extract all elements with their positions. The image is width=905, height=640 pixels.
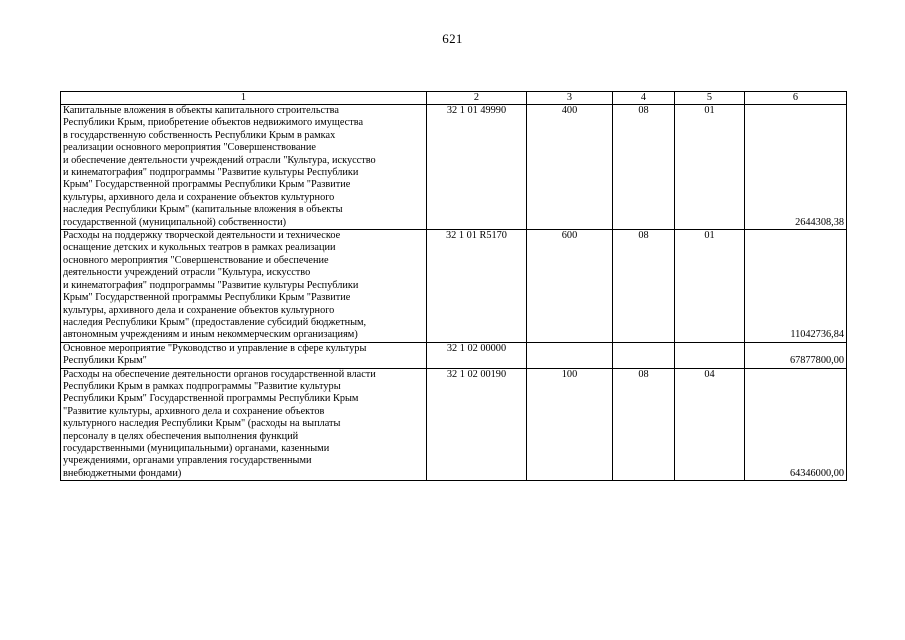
row-amount: 2644308,38 bbox=[745, 105, 847, 230]
table-header-row bbox=[61, 92, 847, 105]
column-number-5: 5 bbox=[675, 92, 745, 105]
column-number-3: 3 bbox=[527, 92, 613, 105]
description-line: культуры, архивного дела и сохранение объектов культурного bbox=[63, 304, 335, 316]
row-subsection: 01 bbox=[675, 230, 745, 343]
row-amount: 67877800,00 bbox=[745, 342, 847, 368]
description-line: "Развитие культуры, архивного дела и сохранение объектов bbox=[63, 405, 325, 417]
page-number: 621 bbox=[442, 31, 463, 46]
description-line: Основное мероприятие "Руководство и управление в сфере культуры bbox=[63, 342, 367, 354]
row-expense-type: 100 bbox=[527, 368, 613, 481]
column-number-2: 2 bbox=[427, 92, 527, 105]
row-amount: 11042736,84 bbox=[745, 230, 847, 343]
row-description bbox=[61, 105, 427, 230]
row-expense-type bbox=[527, 342, 613, 368]
row-expense-type: 400 bbox=[527, 105, 613, 230]
description-line: автономным учреждениям и иным некоммерческим организациям) bbox=[63, 329, 358, 341]
row-amount: 64346000,00 bbox=[745, 368, 847, 481]
description-line: и кинематография" подпрограммы "Развитие культуры Республики bbox=[63, 167, 359, 179]
description-line: учреждениями, органами управления государственными bbox=[63, 455, 312, 467]
row-target-code: 32 1 01 49990 bbox=[427, 105, 527, 230]
description-line: Республики Крым" bbox=[63, 355, 147, 367]
row-section: 08 bbox=[613, 105, 675, 230]
row-section: 08 bbox=[613, 368, 675, 481]
description-line: Крым" Государственной программы Республики Крым "Развитие bbox=[63, 179, 351, 191]
description-line: государственной (муниципальной) собственности) bbox=[63, 216, 287, 228]
description-line: основного мероприятия "Совершенствование и обеспечение bbox=[63, 254, 329, 266]
column-number-6: 6 bbox=[745, 92, 847, 105]
row-subsection bbox=[675, 342, 745, 368]
row-description bbox=[61, 368, 427, 481]
description-line: Республики Крым" Государственной программы Республики Крым bbox=[63, 393, 359, 405]
description-line: и кинематография" подпрограммы "Развитие культуры Республики bbox=[63, 279, 359, 291]
table-row bbox=[61, 105, 847, 230]
description-line: государственными (муниципальными) органами, казенными bbox=[63, 442, 330, 454]
row-description bbox=[61, 342, 427, 368]
description-line: Расходы на обеспечение деятельности органов государственной власти bbox=[63, 368, 376, 380]
description-line: внебюджетными фондами) bbox=[63, 467, 182, 479]
description-line: наследия Республики Крым" (предоставление субсидий бюджетным, bbox=[63, 316, 367, 328]
description-line: и обеспечение деятельности учреждений отрасли "Культура, искусство bbox=[63, 154, 376, 166]
description-line: Расходы на поддержку творческой деятельности и техническое bbox=[63, 230, 341, 242]
description-line: Республики Крым в рамках подпрограммы "Развитие культуры bbox=[63, 380, 341, 392]
row-section: 08 bbox=[613, 230, 675, 343]
description-line: культурного наследия Республики Крым" (расходы на выплаты bbox=[63, 418, 341, 430]
description-line: оснащение детских и кукольных театров в рамках реализации bbox=[63, 242, 336, 254]
description-line: деятельности учреждений отрасли "Культура, искусство bbox=[63, 267, 311, 279]
row-target-code: 32 1 01 R5170 bbox=[427, 230, 527, 343]
row-subsection: 04 bbox=[675, 368, 745, 481]
description-line: Крым" Государственной программы Республики Крым "Развитие bbox=[63, 292, 351, 304]
description-line: реализации основного мероприятия "Совершенствование bbox=[63, 142, 316, 154]
description-line: культуры, архивного дела и сохранение объектов культурного bbox=[63, 191, 335, 203]
row-description bbox=[61, 230, 427, 343]
budget-table bbox=[60, 91, 847, 481]
description-line: наследия Республики Крым" (капитальные вложения в объекты bbox=[63, 204, 343, 216]
row-section bbox=[613, 342, 675, 368]
table-row bbox=[61, 230, 847, 343]
row-target-code: 32 1 02 00190 bbox=[427, 368, 527, 481]
table-row bbox=[61, 368, 847, 481]
description-line: в государственную собственность Республики Крым в рамках bbox=[63, 129, 336, 141]
row-expense-type: 600 bbox=[527, 230, 613, 343]
column-number-1: 1 bbox=[61, 92, 427, 105]
column-number-4: 4 bbox=[613, 92, 675, 105]
row-target-code: 32 1 02 00000 bbox=[427, 342, 527, 368]
description-line: Республики Крым, приобретение объектов недвижимого имущества bbox=[63, 117, 364, 129]
description-line: персоналу в целях обеспечения выполнения функций bbox=[63, 430, 299, 442]
row-subsection: 01 bbox=[675, 105, 745, 230]
table-row bbox=[61, 342, 847, 368]
description-line: Капитальные вложения в объекты капитального строительства bbox=[63, 105, 339, 116]
